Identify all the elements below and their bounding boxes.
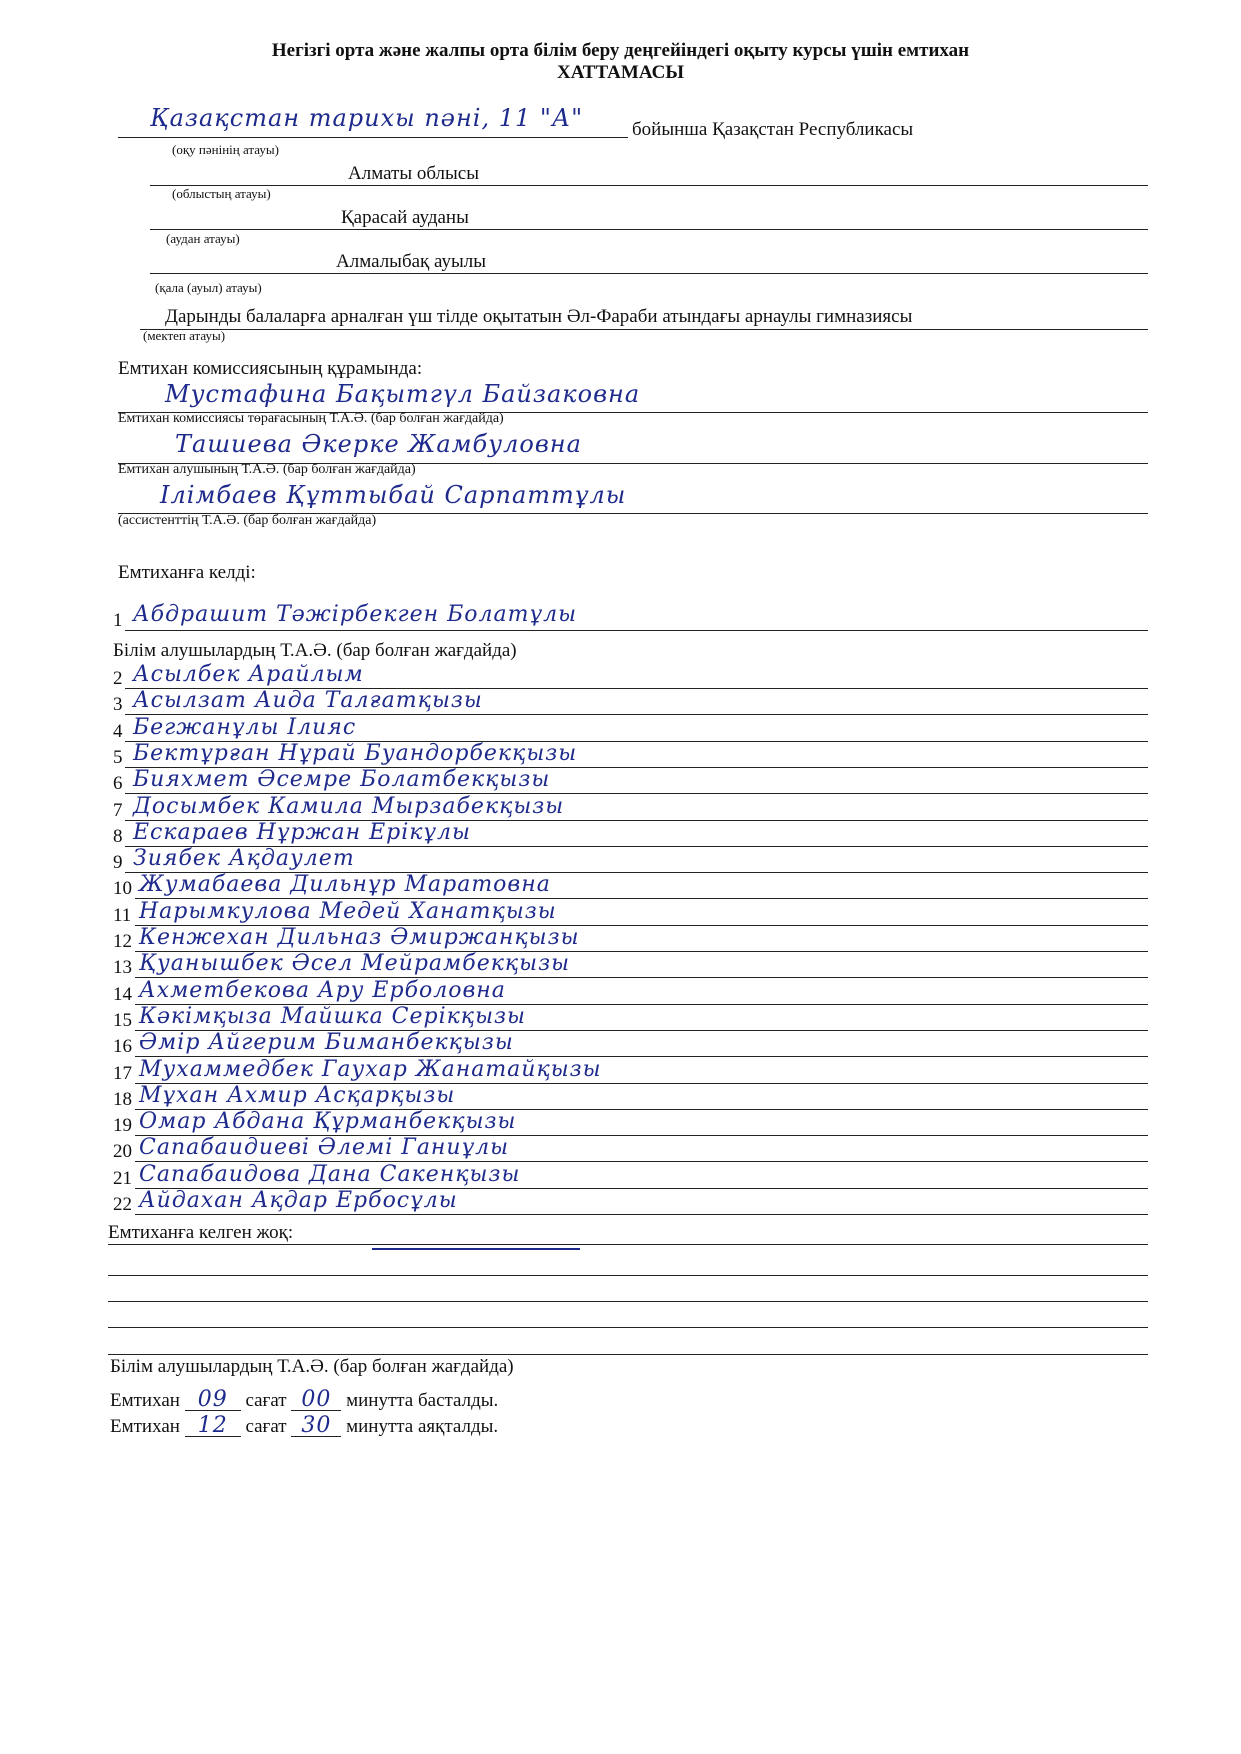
student-number: 1 [113,610,123,631]
student-number: 17 [113,1062,132,1084]
student-name-handwritten: Сапабаидова Дана Сакенқызы [139,1161,521,1187]
students-caption: Білім алушылардың Т.А.Ә. (бар болған жағдайда) [113,640,517,661]
student-name-handwritten: Айдахан Ақдар Ербосұлы [139,1188,458,1213]
student-name-handwritten: Асылбек Арайлым [133,662,364,687]
absent-line-4 [108,1327,1148,1328]
subject-underline [118,137,628,138]
student-number: 3 [113,694,123,716]
examiner-caption: Емтихан алушының Т.А.Ә. (бар болған жағдайда) [118,462,416,477]
end-suffix: минутта аяқталды. [346,1416,499,1437]
assistant-caption: (ассистенттің Т.А.Ә. (бар болған жағдайда) [118,513,377,528]
student-name-handwritten: Абдрашит Тәжірбекген Болатұлы [133,602,578,627]
absent-line-1 [108,1244,1148,1245]
assistant-name-handwritten: Ілімбаев Құттыбай Сарпаттұлы [160,481,627,509]
school-underline [140,329,1148,330]
student-name-handwritten: Кәкімқыза Майшка Серікқызы [139,1003,526,1029]
commission-heading: Емтихан комиссиясының құрамында: [118,358,423,379]
chair-name-handwritten: Мустафина Бақытгүл Байзаковна [165,380,641,408]
start-hour-word: сағат [245,1390,287,1411]
district-caption: (аудан атауы) [166,231,240,246]
absent-heading: Емтиханға келген жоқ: [108,1222,294,1243]
start-prefix: Емтихан [110,1390,180,1411]
absent-dash [372,1248,580,1250]
absent-line-3 [108,1301,1148,1302]
attendance-heading: Емтиханға келді: [118,562,256,583]
student-number: 15 [113,1009,132,1031]
region-caption: (облыстың атауы) [172,186,271,201]
student-number: 13 [113,957,132,979]
student-number: 19 [113,1115,132,1137]
student-number: 10 [113,878,132,900]
subject-caption: (оқу пәнінің атауы) [172,142,279,157]
student-number: 16 [113,1036,132,1058]
end-hour: 12 [185,1416,241,1437]
student-name-handwritten: Әмір Айгерим Биманбекқызы [139,1030,514,1056]
student-name-handwritten: Асылзат Аида Талғатқызы [133,688,483,714]
student-number: 14 [113,983,132,1005]
school-value: Дарынды балаларға арналған үш тілде оқытатын Әл-Фараби атындағы арнаулы гимназиясы [165,306,913,327]
start-minute: 00 [291,1390,341,1411]
village-caption: (қала (ауыл) атауы) [155,280,262,295]
student-number: 7 [113,799,123,821]
student-name-handwritten: Мұхан Ахмир Асқарқызы [139,1082,456,1108]
student-number: 8 [113,825,123,847]
student-name-handwritten: Ахметбекова Ару Ерболовна [139,977,506,1003]
region-underline [150,185,1148,186]
student-number: 2 [113,668,123,689]
student-number: 5 [113,746,123,768]
student-row [113,1190,1148,1218]
student-number: 12 [113,931,132,952]
student-number: 22 [113,1194,132,1215]
chair-caption: Емтихан комиссиясы төрағасының Т.А.Ә. (бар болған жағдайда) [118,411,504,426]
end-hour-word: сағат [245,1416,287,1437]
student-number: 20 [113,1141,132,1163]
exam-end-row [110,1413,499,1438]
student-name-handwritten: Омар Абдана Құрманбекқызы [139,1109,517,1135]
student-name-handwritten: Кенжехан Дильназ Әмиржанқызы [139,925,580,950]
subject-suffix: бойынша Қазақстан Республикасы [632,119,914,140]
end-prefix: Емтихан [110,1416,180,1437]
absent-caption: Білім алушылардың Т.А.Ә. (бар болған жағдайда) [110,1356,514,1377]
region-value: Алматы облысы [348,163,479,184]
village-underline [150,273,1148,274]
absent-line-2 [108,1275,1148,1276]
document-subtitle: ХАТТАМАСЫ [557,62,684,83]
student-underline [135,1214,1148,1215]
absent-line-5 [108,1354,1148,1355]
start-suffix: минутта басталды. [346,1390,499,1411]
student-name-handwritten: Жумабаева Дильнұр Маратовна [139,872,551,898]
student-row [113,602,1148,634]
student-name-handwritten: Досымбек Камила Мырзабекқызы [133,793,565,819]
student-underline [125,630,1148,631]
start-hour: 09 [185,1390,241,1411]
student-number: 9 [113,852,123,874]
student-name-handwritten: Мухаммедбек Гаухар Жанатайқызы [139,1056,602,1082]
student-name-handwritten: Сапабаидиеві Әлемі Ганиұлы [139,1135,510,1161]
student-name-handwritten: Бияхмет Әсемрe Болатбекқызы [133,767,551,793]
school-caption: (мектеп атауы) [143,328,226,343]
student-name-handwritten: Бегжанұлы Ілияс [133,714,357,740]
document-title: Негізгі орта және жалпы орта білім беру деңгейіндегі оқыту курсы үшін емтихан [271,40,970,61]
student-name-handwritten: Ескараев Нұржан Ерікұлы [133,819,471,845]
student-number: 18 [113,1088,132,1110]
district-value: Қарасай ауданы [341,207,469,228]
student-name-handwritten: Нарымкулова Медей Ханатқызы [139,898,557,924]
student-number: 4 [113,720,123,742]
village-value: Алмалыбақ ауылы [336,251,487,272]
examiner-name-handwritten: Ташиева Әкерке Жамбуловна [175,430,582,458]
student-number: 21 [113,1167,132,1189]
student-number: 11 [113,904,132,926]
exam-start-row [110,1387,499,1412]
end-minute: 30 [291,1416,341,1437]
student-name-handwritten: Зиябек Ақдаулет [133,846,355,872]
student-name-handwritten: Бектұрған Нұрай Буандорбекқызы [133,740,578,766]
student-name-handwritten: Қуанышбек Әсел Мейрамбекқызы [139,951,570,977]
student-number: 6 [113,773,123,795]
subject-handwritten: Қазақстан тарихы пәні, 11 "А" [150,104,584,132]
district-underline [150,229,1148,230]
